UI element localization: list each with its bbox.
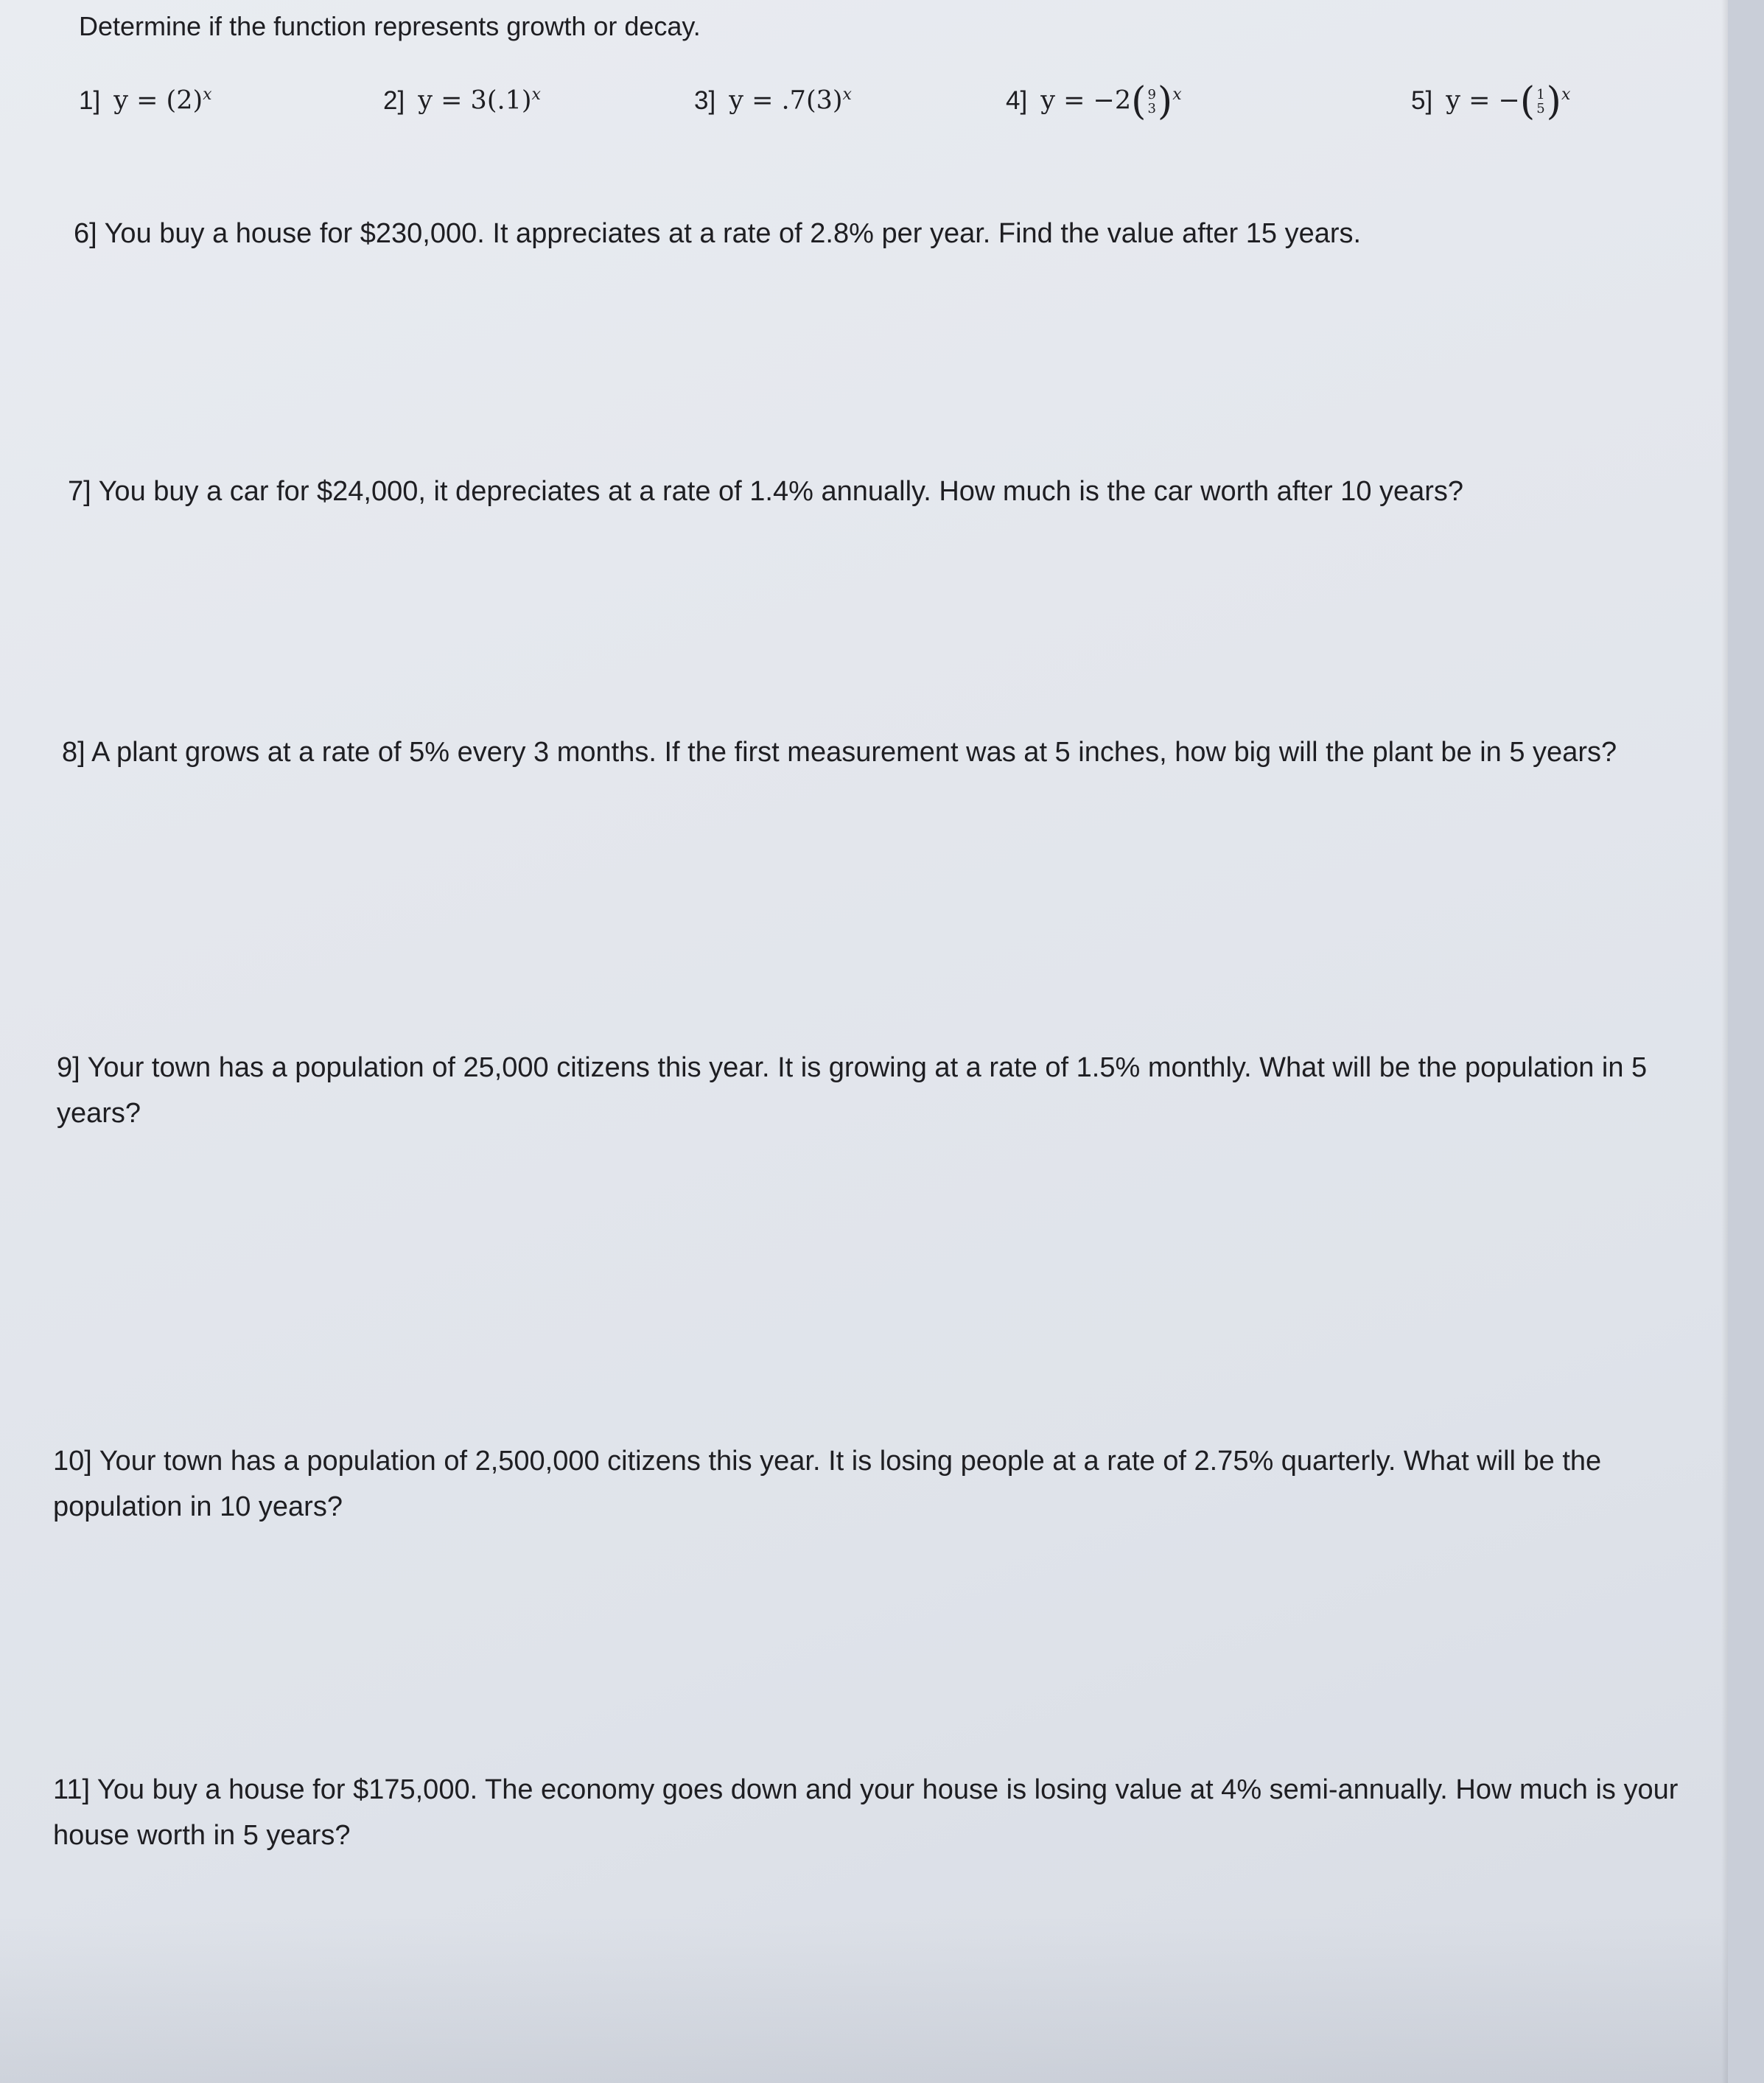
question-text: You buy a house for $175,000. The economy goes down and your house is losing value at 4% semi-annually. How much is your house worth in 5 years? bbox=[53, 1774, 1679, 1851]
equation-expression: y = −2 bbox=[1040, 85, 1132, 116]
equation-exponent: x bbox=[1561, 85, 1571, 104]
question-10 bbox=[53, 1438, 1689, 1530]
equation-5 bbox=[1411, 77, 1571, 125]
question-8 bbox=[62, 729, 1698, 775]
fraction-numerator: 9 bbox=[1147, 87, 1156, 103]
equation-number: 1] bbox=[79, 85, 101, 115]
paren-close: ) bbox=[1157, 80, 1173, 125]
equation-expression: y = − bbox=[1446, 85, 1520, 116]
equation-number: 3] bbox=[694, 85, 716, 115]
equation-1 bbox=[79, 77, 212, 119]
equation-exponent: x bbox=[842, 85, 852, 104]
equation-expression: y = (2) bbox=[113, 85, 203, 116]
question-text: Your town has a population of 25,000 citizens this year. It is growing at a rate of 1.5% monthly. What will be the population in 5 years? bbox=[57, 1052, 1648, 1129]
page-shadow bbox=[0, 1916, 1728, 2083]
paren-close: ) bbox=[1546, 80, 1561, 125]
equation-2 bbox=[383, 77, 541, 119]
question-text: A plant grows at a rate of 5% every 3 months. If the first measurement was at 5 inches, how big will the plant be in 5 years? bbox=[91, 737, 1617, 768]
fraction bbox=[1536, 88, 1544, 116]
question-number: 6] bbox=[74, 218, 97, 249]
equation-exponent: x bbox=[203, 85, 212, 104]
equation-number: 4] bbox=[1006, 85, 1028, 115]
page-edge-shadow bbox=[1721, 0, 1728, 2083]
question-text: You buy a car for $24,000, it depreciates at a rate of 1.4% annually. How much is the car worth after 10 years? bbox=[98, 476, 1464, 507]
question-text: You buy a house for $230,000. It appreciates at a rate of 2.8% per year. Find the value after 15 years. bbox=[104, 218, 1362, 249]
instruction-text: Determine if the function represents growth or decay. bbox=[79, 11, 701, 41]
question-number: 11] bbox=[53, 1774, 91, 1805]
equation-expression: y = .7(3) bbox=[729, 85, 843, 116]
question-number: 7] bbox=[68, 476, 91, 507]
fraction-numerator: 1 bbox=[1536, 87, 1545, 103]
paren-open: ( bbox=[1131, 80, 1147, 125]
equation-number: 2] bbox=[383, 85, 405, 115]
equation-3 bbox=[694, 77, 852, 119]
equation-4 bbox=[1006, 77, 1182, 125]
question-7 bbox=[68, 469, 1704, 514]
question-number: 10] bbox=[53, 1446, 92, 1477]
equation-exponent: x bbox=[531, 85, 541, 104]
fraction bbox=[1147, 88, 1155, 116]
equation-expression: y = 3(.1) bbox=[418, 85, 532, 116]
question-number: 8] bbox=[62, 737, 85, 768]
fraction-denominator: 3 bbox=[1147, 101, 1156, 117]
equation-number: 5] bbox=[1411, 85, 1433, 115]
question-text: Your town has a population of 2,500,000 citizens this year. It is losing people at a rate of 2.75% quarterly. What will be the population in 10 years? bbox=[53, 1446, 1602, 1522]
question-number: 9] bbox=[57, 1052, 80, 1083]
question-11 bbox=[53, 1767, 1689, 1858]
equation-exponent: x bbox=[1172, 85, 1182, 104]
background-surface bbox=[1728, 0, 1764, 2083]
paren-open: ( bbox=[1519, 80, 1536, 125]
question-9 bbox=[57, 1045, 1693, 1136]
fraction-denominator: 5 bbox=[1536, 101, 1545, 117]
question-6 bbox=[74, 211, 1709, 256]
